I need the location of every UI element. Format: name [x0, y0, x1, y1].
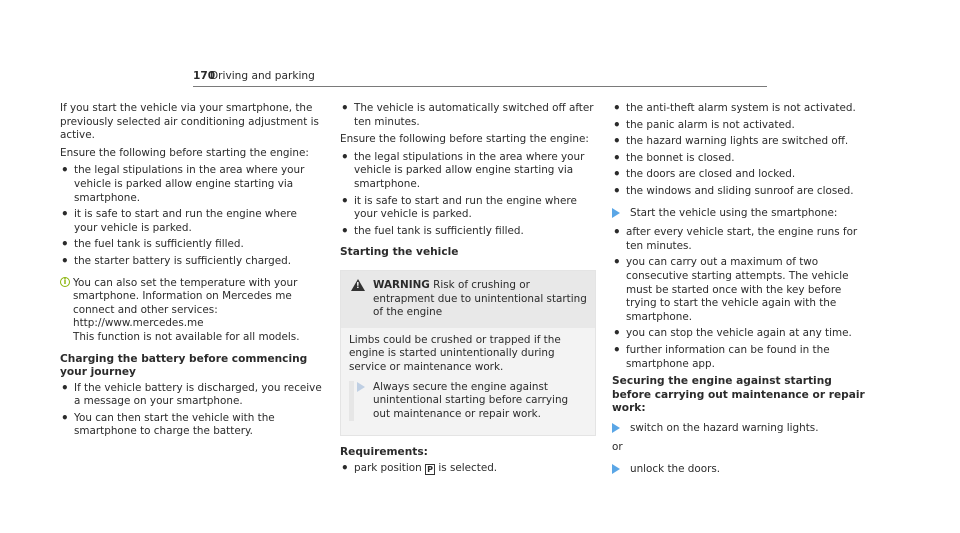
ensure-paragraph: Ensure the following before starting the engine: — [340, 133, 589, 146]
list-item: • the legal stipulations in the area where your vehicle is parked allow engine starting via smartphone. — [341, 149, 585, 190]
bullet-icon: • — [341, 460, 349, 475]
warning-text: Limbs could be crushed or trapped if the engine is started unintentionally during service or maintenance work. — [349, 333, 561, 373]
list-item: • The vehicle is automatically switched off after ten minutes. — [341, 101, 594, 128]
start-step: Start the vehicle using the smartphone: — [612, 207, 874, 221]
bullet-icon: • — [613, 342, 621, 357]
section-heading: Starting the vehicle — [340, 246, 459, 259]
bullet-icon: • — [613, 101, 621, 115]
bullet-icon: • — [61, 410, 69, 425]
info-icon: i — [60, 277, 70, 287]
bullet-icon: • — [613, 167, 621, 182]
bullet-icon: • — [613, 117, 621, 132]
arrow-icon — [612, 423, 620, 433]
bullet-icon: • — [613, 326, 621, 341]
ensure-paragraph: Ensure the following before starting the engine: — [60, 146, 309, 159]
bullet-icon: • — [341, 193, 349, 208]
warning-box — [340, 270, 596, 436]
list-item: • If the vehicle battery is discharged, you receive a message on your smartphone. — [61, 380, 322, 408]
bullet-icon: • — [341, 149, 349, 164]
bullet-icon: • — [61, 253, 69, 268]
list-item: • after every vehicle start, the engine runs for ten minutes. — [613, 225, 858, 252]
list-item: • the anti-theft alarm system is not activated. — [613, 101, 856, 115]
list-item: • You can then start the vehicle with the smartphone to charge the battery. — [61, 410, 275, 438]
intro-paragraph: If you start the vehicle via your smartphone, the previously selected air conditioning adjustment is active. — [60, 102, 319, 142]
note-text: You can also set the temperature with your smartphone. Information on Mercedes me connect and other services: http://www.mercedes.me — [73, 276, 298, 330]
unlock-step: unlock the doors. — [612, 463, 874, 477]
section-heading: Charging the battery before commencing your journey — [60, 352, 308, 379]
arrow-icon — [612, 464, 620, 474]
bullet-icon: • — [341, 101, 349, 115]
bullet-icon: • — [613, 150, 621, 165]
header-rule — [193, 86, 767, 87]
section-title: Driving and parking — [210, 70, 315, 82]
or-text: or — [612, 441, 623, 454]
requirements-heading: Requirements: — [340, 446, 428, 459]
list-item: • you can stop the vehicle again at any time. — [613, 326, 852, 341]
auto-off-list — [340, 102, 596, 129]
column-left — [60, 102, 322, 443]
bullet-icon: • — [341, 223, 349, 238]
arrow-icon — [357, 382, 365, 392]
warning-step: Always secure the engine against unintentional starting before carrying out maintenance or repair work. — [349, 381, 587, 422]
page-number: 170 — [193, 70, 216, 82]
condition-list — [612, 102, 874, 199]
list-item: • the bonnet is closed. — [613, 150, 735, 165]
list-item: • the panic alarm is not activated. — [613, 117, 795, 132]
list-item: • further information can be found in the smartphone app. — [613, 342, 830, 370]
bullet-icon: • — [61, 380, 69, 395]
list-item: • the fuel tank is sufficiently filled. — [61, 237, 244, 252]
list-item: • it is safe to start and run the engine where your vehicle is parked. — [341, 193, 577, 221]
list-item: • the fuel tank is sufficiently filled. — [341, 223, 524, 238]
warning-icon — [351, 279, 365, 291]
condition-list — [60, 164, 322, 268]
warning-header — [341, 271, 595, 328]
hazard-step: switch on the hazard warning lights. — [612, 422, 874, 436]
warning-body — [341, 328, 595, 436]
requirements-list — [340, 462, 596, 476]
list-item: • you can carry out a maximum of two consecutive starting attempts. The vehicle must be started once with the key before trying to start the vehicle again with the smartphone. — [613, 255, 849, 323]
list-item: • the starter battery is sufficiently charged. — [61, 253, 292, 268]
column-right — [612, 102, 874, 483]
note-text-2: This function is not available for all models. — [73, 330, 300, 343]
list-item: • the doors are closed and locked. — [613, 167, 796, 182]
bullet-icon: • — [613, 225, 621, 240]
battery-list — [60, 382, 322, 439]
list-item: • the hazard warning lights are switched off. — [613, 134, 849, 149]
section-heading: Securing the engine against starting before carrying out maintenance or repair work: — [612, 375, 865, 415]
page-header — [193, 70, 767, 84]
bullet-icon: • — [61, 163, 69, 178]
bullet-icon: • — [61, 207, 69, 222]
park-position-icon: P — [425, 464, 435, 475]
start-info-list — [612, 226, 874, 371]
bullet-icon: • — [613, 134, 621, 149]
warning-label: WARNING — [373, 278, 430, 291]
list-item: • the windows and sliding sunroof are closed. — [613, 183, 854, 198]
list-item: • it is safe to start and run the engine where your vehicle is parked. — [61, 207, 297, 234]
list-item: • park position P is selected. — [341, 460, 498, 475]
bullet-icon: • — [613, 255, 621, 270]
condition-list — [340, 151, 596, 239]
column-middle — [340, 102, 596, 479]
arrow-icon — [612, 208, 620, 218]
info-note — [60, 277, 322, 345]
list-item: • the legal stipulations in the area where your vehicle is parked allow engine starting via smartphone. — [61, 163, 305, 204]
bullet-icon: • — [61, 237, 69, 252]
bullet-icon: • — [613, 183, 621, 198]
warning-title: Risk of crushing or entrapment due to unintentional starting of the engine — [373, 278, 587, 319]
